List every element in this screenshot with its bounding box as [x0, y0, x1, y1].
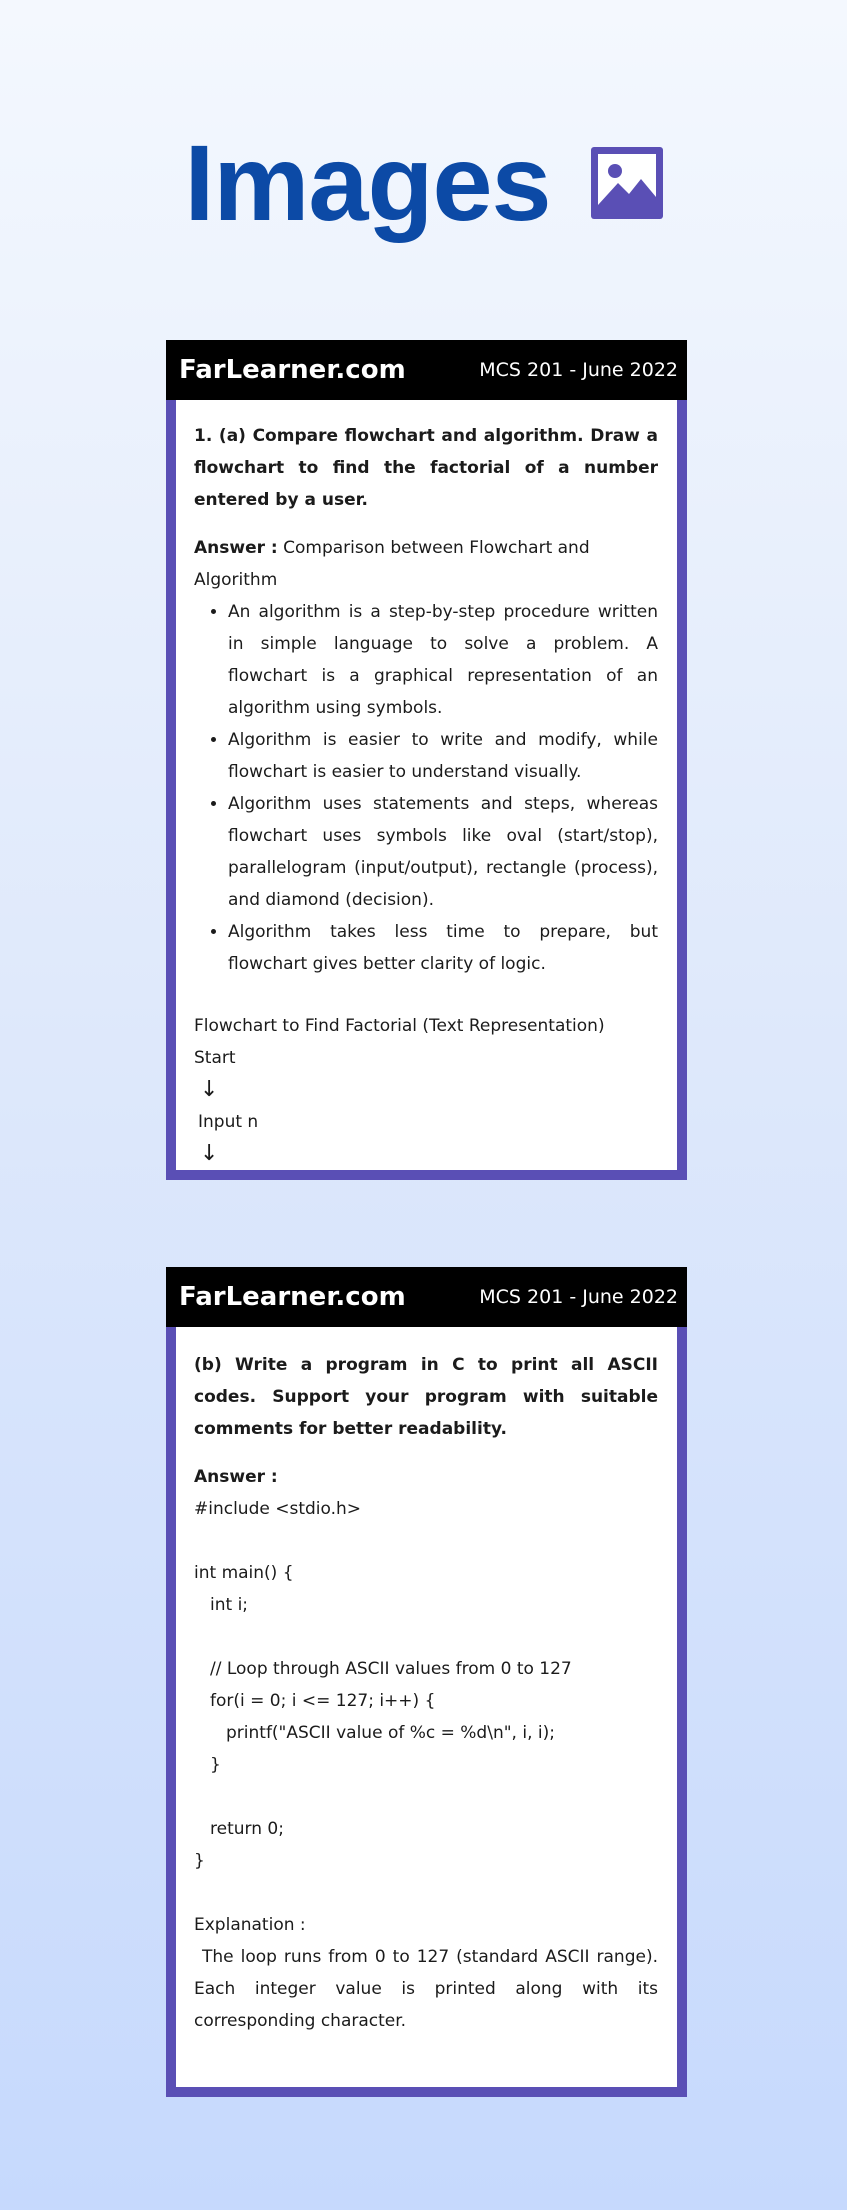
question-text: 1. (a) Compare flowchart and algorithm. Draw a flowchart to find the factorial of a number entered by a user. — [194, 426, 658, 510]
code-line: } — [210, 1755, 221, 1775]
list-item: • Algorithm uses statements and steps, whereas flowchart uses symbols like oval (start/stop), parallelogram (input/output), rectangle (process), and diamond (decision). — [228, 788, 658, 916]
code-line: } — [194, 1851, 205, 1871]
code-line: int i; — [210, 1595, 249, 1615]
comparison-list — [194, 596, 658, 980]
explanation-text: The loop runs from 0 to 127 (standard ASCII range). Each integer value is printed along with its corresponding character. — [194, 1947, 658, 2031]
down-arrow-icon: ↓ — [200, 1077, 219, 1102]
list-item: • Algorithm takes less time to prepare, but flowchart gives better clarity of logic. — [228, 916, 658, 980]
answer-label: Answer : — [194, 538, 278, 558]
code-line: for(i = 0; i <= 127; i++) { — [210, 1691, 436, 1711]
question-text: (b) Write a program in C to print all ASCII codes. Support your program with suitable comments for better readability. — [194, 1355, 658, 1439]
down-arrow-icon: ↓ — [200, 1141, 219, 1166]
image-icon — [591, 147, 663, 219]
card-header — [166, 1267, 687, 1327]
code-block — [194, 1493, 658, 1877]
page-header — [0, 118, 847, 248]
answer-intro: Comparison between Flowchart and Algorithm — [194, 538, 590, 590]
card-body — [176, 1327, 677, 2037]
flow-step-input: Input n — [198, 1112, 259, 1132]
answer-label: Answer : — [194, 1467, 278, 1487]
code-line — [194, 1525, 658, 1557]
code-line: int main() { — [194, 1563, 294, 1583]
exam-label: MCS 201 - June 2022 — [479, 359, 678, 381]
exam-label: MCS 201 - June 2022 — [479, 1286, 678, 1308]
question-card-2 — [166, 1267, 687, 2097]
list-item: • An algorithm is a step-by-step procedure written in simple language to solve a problem. A flowchart is a graphical representation of an algorithm using symbols. — [228, 596, 658, 724]
code-line: // Loop through ASCII values from 0 to 127 — [210, 1659, 572, 1679]
answer-intro-line — [194, 532, 658, 596]
code-line: return 0; — [210, 1819, 284, 1839]
question-card-1 — [166, 340, 687, 1180]
page-title: Images — [184, 122, 551, 243]
flowchart-title: Flowchart to Find Factorial (Text Representation) — [194, 1016, 605, 1036]
card-header — [166, 340, 687, 400]
code-line — [194, 1621, 658, 1653]
code-line: printf("ASCII value of %c = %d\n", i, i); — [226, 1723, 555, 1743]
list-item: • Algorithm is easier to write and modify, while flowchart is easier to understand visually. — [228, 724, 658, 788]
flow-step-start: Start — [194, 1048, 236, 1068]
explanation-label: Explanation : — [194, 1915, 306, 1935]
brand-name: FarLearner.com — [179, 355, 406, 385]
brand-name: FarLearner.com — [179, 1282, 406, 1312]
code-line: #include <stdio.h> — [194, 1499, 362, 1519]
card-body — [176, 400, 677, 1170]
code-line — [194, 1781, 658, 1813]
